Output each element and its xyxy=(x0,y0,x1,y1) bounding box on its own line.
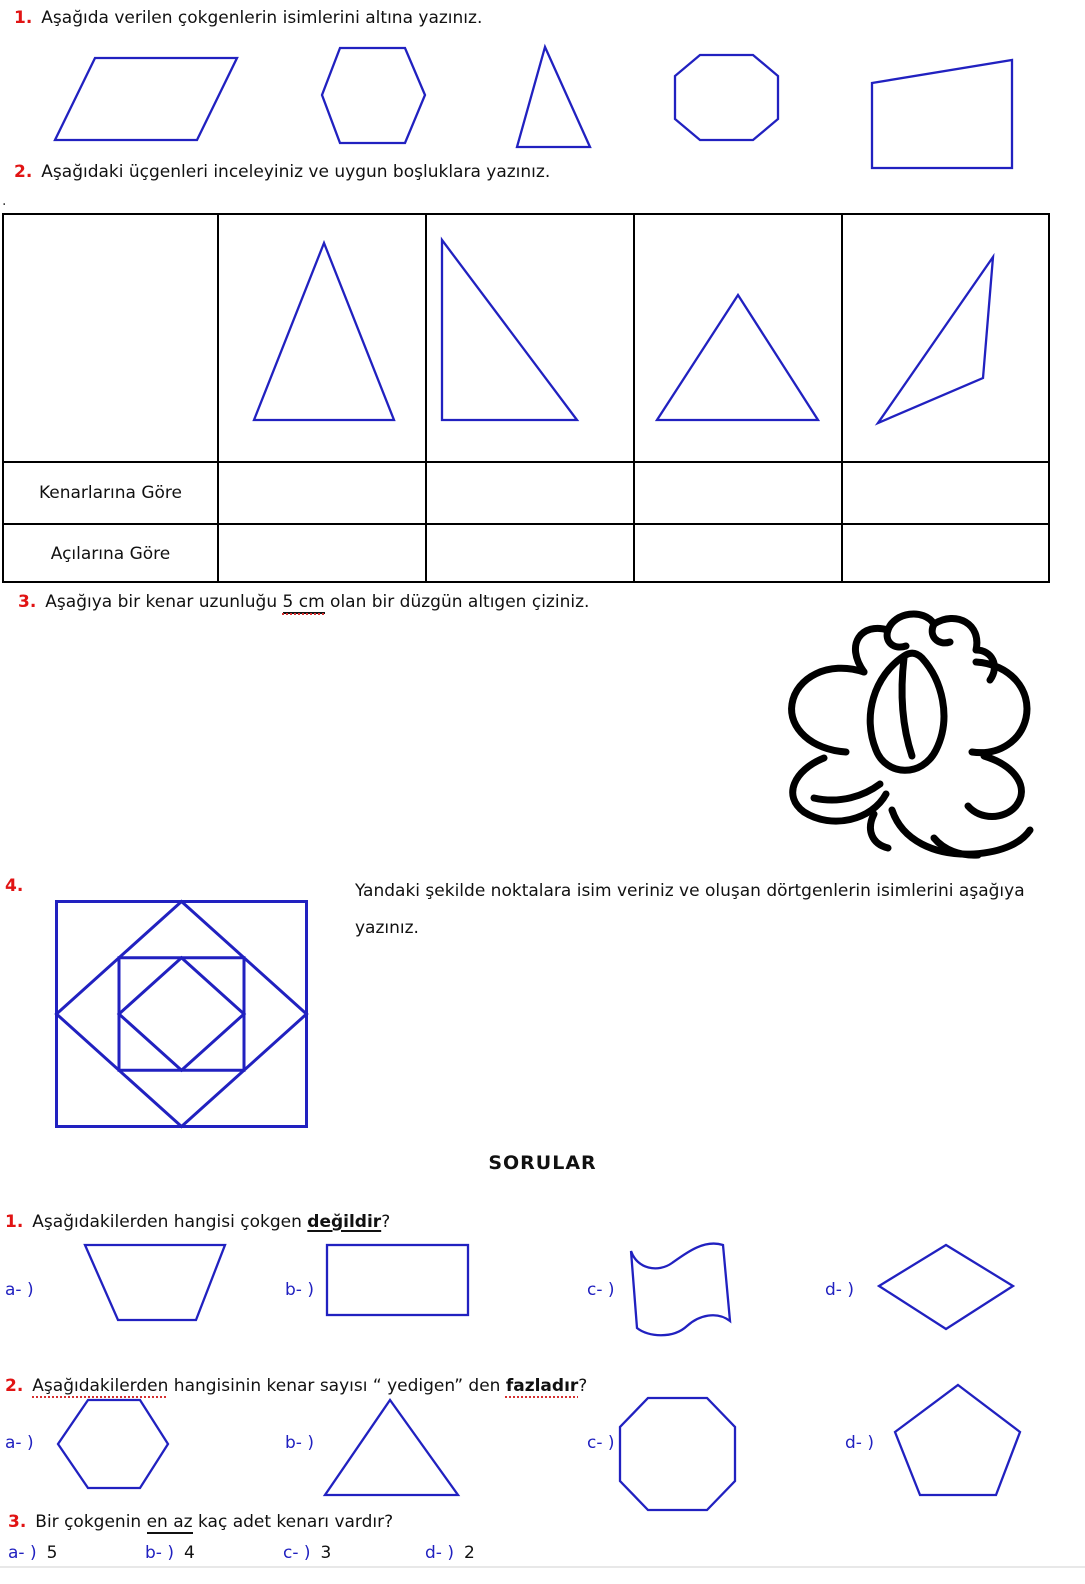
question-1-number: 1. xyxy=(14,8,33,28)
soru-3-option-c-label: c- ) xyxy=(283,1543,311,1563)
soru-3-option-b-label: b- ) xyxy=(145,1543,174,1563)
wavy-banner-shape xyxy=(631,1244,730,1336)
soru-3-underlined: en az xyxy=(146,1512,193,1532)
answer-cell xyxy=(841,461,1049,523)
table-cell-scalene xyxy=(841,215,1049,461)
triangle-table xyxy=(2,213,1050,583)
acute-triangle-shape xyxy=(657,295,818,420)
soru-1-number: 1. xyxy=(5,1212,24,1232)
soru-1-bold-word: değildir xyxy=(307,1212,382,1232)
soru-3-option-d-value: 2 xyxy=(463,1543,475,1563)
rhombus-shape xyxy=(879,1245,1013,1329)
soru-2-text-mid: hangisinin kenar sayısı “ yedigen” den xyxy=(168,1376,506,1396)
question-1 xyxy=(14,8,482,28)
soru-3-option-b-value: 4 xyxy=(183,1543,195,1563)
parallelogram-shape xyxy=(55,58,237,140)
bottom-divider xyxy=(0,1566,1085,1568)
question-3-underlined: 5 cm xyxy=(282,592,325,612)
soru-3-number: 3. xyxy=(8,1512,27,1532)
answer-cell xyxy=(425,461,633,523)
soru-3-option-d-label: d- ) xyxy=(425,1543,454,1563)
soru-3-option-b xyxy=(145,1543,195,1563)
soru-2-option-a-label: a- ) xyxy=(5,1433,34,1453)
soru-2-number: 2. xyxy=(5,1376,24,1396)
hexagon-shape xyxy=(58,1400,168,1488)
soru-3-option-c-value: 3 xyxy=(320,1543,332,1563)
sorular-heading: SORULAR xyxy=(488,1152,597,1174)
question-3-text-post: olan bir düzgün altıgen çiziniz. xyxy=(324,592,590,612)
soru-3-option-a xyxy=(8,1543,57,1563)
isosceles-triangle-shape xyxy=(254,243,394,420)
soru-1-option-b-label: b- ) xyxy=(285,1280,314,1300)
outer-diamond-shape xyxy=(57,902,307,1127)
answer-cell xyxy=(633,523,841,583)
rose-image xyxy=(752,598,1064,870)
question-3-text-pre: Aşağıya bir kenar uzunluğu xyxy=(45,592,283,612)
question-4-number: 4. xyxy=(5,876,24,896)
question-1-text: Aşağıda verilen çokgenlerin isimlerini altına yazınız. xyxy=(41,8,483,28)
soru-2-option-d-label: d- ) xyxy=(845,1433,874,1453)
soru-3 xyxy=(8,1512,393,1532)
outer-rectangle-shape xyxy=(57,902,307,1127)
inner-diamond-shape xyxy=(119,958,244,1071)
soru-3-text-pre: Bir çokgenin xyxy=(35,1512,147,1532)
soru-1-option-c-label: c- ) xyxy=(587,1280,615,1300)
hexagon-shape xyxy=(322,48,425,143)
soru-1-text-post: ? xyxy=(381,1212,391,1232)
question-3-number: 3. xyxy=(18,592,37,612)
soru-1-option-a-label: a- ) xyxy=(5,1280,34,1300)
soru-1-option-d-label: d- ) xyxy=(825,1280,854,1300)
answer-cell xyxy=(217,523,425,583)
soru-2-shapes-row xyxy=(0,1383,1085,1513)
soru-2-text-post: ? xyxy=(578,1376,588,1396)
polygon-row xyxy=(0,42,1085,177)
quadrilateral-shape xyxy=(872,60,1012,168)
soru-2-option-b-label: b- ) xyxy=(285,1433,314,1453)
soru-3-option-c xyxy=(283,1543,331,1563)
soru-3-option-d xyxy=(425,1543,475,1563)
row-label-aci: Açılarına Göre xyxy=(4,523,217,583)
soru-1-text-pre: Aşağıdakilerden hangisi çokgen xyxy=(32,1212,308,1232)
soru-3-text-post: kaç adet kenarı vardır? xyxy=(192,1512,394,1532)
question-4-number-line xyxy=(5,876,32,896)
soru-1 xyxy=(5,1212,390,1232)
scalene-triangle-shape xyxy=(878,257,993,423)
answer-cell xyxy=(217,461,425,523)
question-3 xyxy=(18,592,589,612)
table-cell-right xyxy=(425,215,633,461)
table-cell-empty xyxy=(4,215,217,461)
pentagon-shape xyxy=(895,1385,1020,1495)
row-label-kenar: Kenarlarına Göre xyxy=(4,461,217,523)
right-triangle-shape xyxy=(442,240,577,420)
triangle-shape xyxy=(517,47,590,147)
question-2-number: 2. xyxy=(14,162,33,182)
soru-2-bold-word: fazladır xyxy=(505,1376,579,1396)
answer-cell xyxy=(633,461,841,523)
soru-3-option-a-value: 5 xyxy=(46,1543,58,1563)
soru-3-option-a-label: a- ) xyxy=(8,1543,37,1563)
triangle-shape xyxy=(325,1400,458,1495)
question-4-text: Yandaki şekilde noktalara isim veriniz ve oluşan dörtgenlerin isimlerini aşağıya yazınız. xyxy=(355,881,1025,938)
trapezoid-shape xyxy=(85,1245,225,1320)
rectangle-shape xyxy=(327,1245,468,1315)
question-2-text: Aşağıdaki üçgenleri inceleyiniz ve uygun boşluklara yazınız. xyxy=(41,162,551,182)
answer-cell xyxy=(425,523,633,583)
octagon-shape xyxy=(620,1398,735,1510)
question-2 xyxy=(14,162,550,182)
table-cell-acute xyxy=(633,215,841,461)
octagon-shape xyxy=(675,55,778,140)
table-cell-isosceles xyxy=(217,215,425,461)
soru-2-squiggle-word: Aşağıdakilerden xyxy=(32,1376,169,1396)
nested-quadrilaterals-figure xyxy=(55,900,308,1128)
stray-dot: . xyxy=(2,193,7,209)
inner-rectangle-shape xyxy=(119,958,244,1071)
soru-1-shapes-row xyxy=(0,1237,1085,1337)
soru-2-option-c-label: c- ) xyxy=(587,1433,615,1453)
answer-cell xyxy=(841,523,1049,583)
